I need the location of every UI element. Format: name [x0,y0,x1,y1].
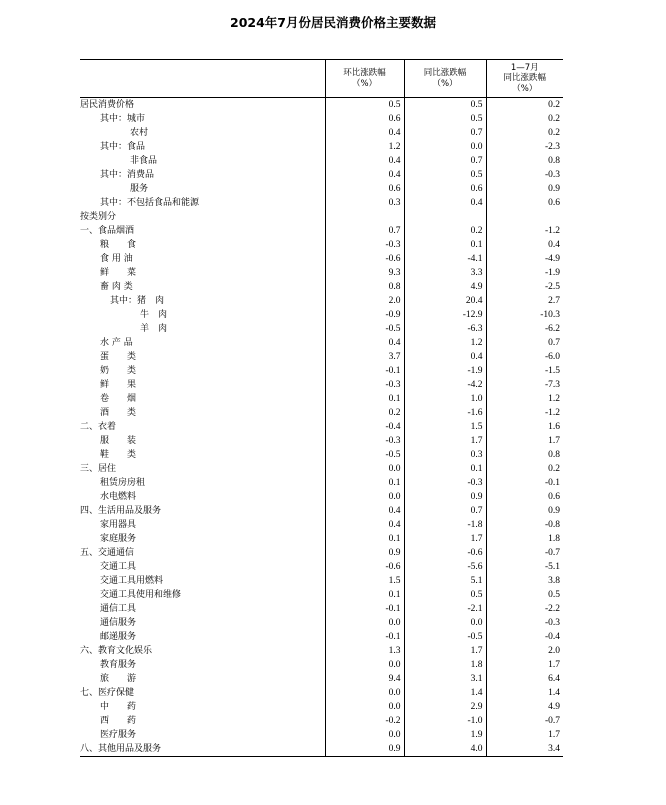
table-row [80,266,563,280]
table-row [80,364,563,378]
row-ytd-value: -6.2 [486,322,563,336]
header-ytd-line2: 同比涨跌幅 [503,73,546,84]
table-row [80,350,563,364]
row-mom-value: -0.9 [325,308,404,322]
table-row [80,532,563,546]
row-yoy-value: 0.7 [404,126,486,140]
table-row [80,560,563,574]
row-yoy-value: 0.6 [404,182,486,196]
page-title: 2024年7月份居民消费价格主要数据 [230,15,436,30]
row-ytd-value: -0.4 [486,630,563,644]
table-row [80,378,563,392]
row-mom-value: 9.3 [325,266,404,280]
row-label-text: 四、生活用品及服务 [80,506,162,516]
table-row [80,448,563,462]
row-label [80,420,325,434]
row-yoy-value [404,210,486,224]
row-ytd-value: -0.7 [486,546,563,560]
row-yoy-value: -6.3 [404,322,486,336]
row-mom-value: 0.8 [325,280,404,294]
row-label [80,672,325,686]
table-row [80,616,563,630]
row-label [80,448,325,462]
row-ytd-value: -0.8 [486,518,563,532]
row-yoy-value: 0.5 [404,98,486,113]
row-label-text: 其中：不包括食品和能源 [100,198,200,208]
row-mom-value: 0.4 [325,504,404,518]
row-ytd-value: -7.3 [486,378,563,392]
row-label [80,504,325,518]
table-row [80,238,563,252]
row-label-text: 家用器具 [100,520,137,530]
row-label-text: 中 药 [100,702,137,712]
row-yoy-value: 1.4 [404,686,486,700]
row-label [80,168,325,182]
header-yoy-change [404,60,486,98]
header-ytd-line1: 1—7月 [510,62,539,73]
row-label [80,350,325,364]
header-mom-line1: 环比涨跌幅 [343,68,386,78]
row-label [80,308,325,322]
row-ytd-value: 1.6 [486,420,563,434]
row-yoy-value: 3.3 [404,266,486,280]
table-row [80,546,563,560]
row-label-text: 其中：猪 肉 [110,296,165,306]
row-label-text: 鲜 果 [100,380,137,390]
table-row [80,294,563,308]
row-label [80,406,325,420]
row-label [80,238,325,252]
row-mom-value: 0.0 [325,728,404,742]
row-label [80,378,325,392]
table-row [80,728,563,742]
row-label-text: 三、居住 [80,464,117,474]
row-yoy-value: -1.6 [404,406,486,420]
row-mom-value: -0.5 [325,322,404,336]
row-label [80,392,325,406]
row-label-text: 八、其他用品及服务 [80,744,162,754]
row-yoy-value: 4.9 [404,280,486,294]
row-yoy-value: 5.1 [404,574,486,588]
row-label [80,112,325,126]
row-yoy-value: -1.0 [404,714,486,728]
row-label [80,560,325,574]
row-label [80,588,325,602]
row-label-text: 其中：消费品 [100,170,155,180]
table-row [80,196,563,210]
row-mom-value: 0.3 [325,196,404,210]
row-label-text: 水 产 品 [100,338,133,348]
table-row [80,504,563,518]
table-row [80,280,563,294]
row-ytd-value: -0.3 [486,616,563,630]
row-label-text: 教育服务 [100,660,137,670]
row-label [80,616,325,630]
row-yoy-value: 1.2 [404,336,486,350]
row-ytd-value: 0.9 [486,182,563,196]
row-ytd-value: 0.2 [486,462,563,476]
row-yoy-value: -1.8 [404,518,486,532]
table-row [80,98,563,113]
row-label-text: 二、衣着 [80,422,117,432]
row-label-text: 家庭服务 [100,534,137,544]
row-yoy-value: 0.7 [404,504,486,518]
table-row [80,630,563,644]
row-label [80,714,325,728]
row-label-text: 交通工具 [100,562,137,572]
table-row [80,644,563,658]
header-ytd-change [486,60,563,98]
cpi-data-table [80,59,563,757]
row-mom-value: 0.4 [325,336,404,350]
row-label-text: 蛋 类 [100,352,137,362]
row-ytd-value: 3.8 [486,574,563,588]
row-yoy-value: 20.4 [404,294,486,308]
row-label-text: 西 药 [100,716,137,726]
table-row [80,168,563,182]
row-mom-value: 0.6 [325,112,404,126]
row-mom-value: 0.4 [325,154,404,168]
row-mom-value: 0.4 [325,126,404,140]
row-label [80,98,325,113]
row-label [80,126,325,140]
table-row [80,602,563,616]
row-ytd-value: 0.6 [486,490,563,504]
table-row [80,224,563,238]
row-label [80,154,325,168]
table-row [80,210,563,224]
row-label-text: 七、医疗保健 [80,688,135,698]
header-ytd-line3: （%） [512,83,538,94]
table-row [80,742,563,757]
row-label-text: 鲜 菜 [100,268,137,278]
row-label-text: 交通工具用燃料 [100,576,164,586]
row-yoy-value: 0.3 [404,448,486,462]
table-row [80,518,563,532]
row-label-text: 旅 游 [100,674,137,684]
row-mom-value: -0.4 [325,420,404,434]
row-label-text: 奶 类 [100,366,137,376]
row-ytd-value: -10.3 [486,308,563,322]
row-ytd-value: 3.4 [486,742,563,757]
row-label-text: 六、教育文化娱乐 [80,646,153,656]
row-yoy-value: -0.6 [404,546,486,560]
row-label-text: 羊 肉 [140,324,168,334]
table-row [80,420,563,434]
row-label [80,210,325,224]
row-label-text: 一、食品烟酒 [80,226,135,236]
row-mom-value: 1.3 [325,644,404,658]
row-ytd-value: 6.4 [486,672,563,686]
row-mom-value: -0.6 [325,252,404,266]
row-ytd-value: 2.7 [486,294,563,308]
row-label-text: 其中：城市 [100,114,146,124]
table-row [80,392,563,406]
row-yoy-value: 1.7 [404,532,486,546]
row-mom-value: 9.4 [325,672,404,686]
row-label-text: 租赁房房租 [100,478,146,488]
header-mom-change [325,60,404,98]
row-label [80,602,325,616]
row-mom-value: 0.1 [325,588,404,602]
row-mom-value: 1.5 [325,574,404,588]
row-yoy-value: 1.7 [404,434,486,448]
row-mom-value: -0.3 [325,378,404,392]
row-label [80,574,325,588]
row-mom-value: 0.0 [325,700,404,714]
row-label [80,280,325,294]
row-yoy-value: 3.1 [404,672,486,686]
row-label [80,532,325,546]
row-yoy-value: 0.1 [404,462,486,476]
row-ytd-value: 1.7 [486,434,563,448]
row-mom-value: 0.5 [325,98,404,113]
row-label [80,700,325,714]
row-mom-value: 0.0 [325,462,404,476]
row-ytd-value: 1.8 [486,532,563,546]
row-label-text: 粮 食 [100,240,137,250]
row-label [80,490,325,504]
row-label [80,434,325,448]
row-mom-value: -0.1 [325,630,404,644]
row-yoy-value: -0.3 [404,476,486,490]
row-label [80,462,325,476]
table-row [80,322,563,336]
row-ytd-value: -6.0 [486,350,563,364]
row-ytd-value: 1.2 [486,392,563,406]
row-label [80,644,325,658]
row-mom-value: 1.2 [325,140,404,154]
row-label [80,224,325,238]
row-ytd-value: -1.2 [486,406,563,420]
table-row [80,574,563,588]
row-ytd-value: 0.2 [486,98,563,113]
row-mom-value: -0.3 [325,238,404,252]
row-mom-value: 0.6 [325,182,404,196]
row-yoy-value: 0.4 [404,350,486,364]
row-yoy-value: 0.4 [404,196,486,210]
row-yoy-value: -4.2 [404,378,486,392]
row-mom-value: 0.1 [325,532,404,546]
row-yoy-value: 0.9 [404,490,486,504]
row-mom-value: -0.2 [325,714,404,728]
row-mom-value: 0.2 [325,406,404,420]
row-ytd-value: -1.9 [486,266,563,280]
row-ytd-value: 1.7 [486,658,563,672]
row-label [80,266,325,280]
table-row [80,672,563,686]
row-ytd-value: 0.7 [486,336,563,350]
row-ytd-value: 0.6 [486,196,563,210]
row-ytd-value: -2.2 [486,602,563,616]
row-yoy-value: 0.5 [404,588,486,602]
row-label-text: 居民消费价格 [80,100,135,110]
row-ytd-value: 0.2 [486,112,563,126]
row-label-text: 鞋 类 [100,450,137,460]
row-label [80,546,325,560]
row-ytd-value: -5.1 [486,560,563,574]
row-ytd-value: -2.5 [486,280,563,294]
row-mom-value: 2.0 [325,294,404,308]
row-label-text: 食 用 油 [100,254,133,264]
row-mom-value: 0.4 [325,168,404,182]
row-label [80,140,325,154]
row-ytd-value: 0.5 [486,588,563,602]
table-row [80,588,563,602]
row-ytd-value: -4.9 [486,252,563,266]
table-row [80,700,563,714]
table-body [80,98,563,757]
table-row [80,490,563,504]
table-row [80,308,563,322]
row-yoy-value: 1.0 [404,392,486,406]
row-yoy-value: 1.7 [404,644,486,658]
table-row [80,434,563,448]
row-label [80,252,325,266]
row-yoy-value: 1.5 [404,420,486,434]
row-label [80,196,325,210]
table-row [80,714,563,728]
row-mom-value: 0.4 [325,518,404,532]
row-mom-value: -0.1 [325,364,404,378]
row-yoy-value: 0.0 [404,616,486,630]
row-ytd-value: 0.2 [486,126,563,140]
row-label-text: 牛 肉 [140,310,168,320]
row-label-text: 其中：食品 [100,142,146,152]
row-ytd-value: -1.2 [486,224,563,238]
row-label-text: 酒 类 [100,408,137,418]
row-ytd-value: 1.7 [486,728,563,742]
row-label-text: 畜 肉 类 [100,282,133,292]
table-row [80,182,563,196]
row-ytd-value [486,210,563,224]
table-row [80,476,563,490]
row-label [80,336,325,350]
row-label-text: 通信服务 [100,618,137,628]
row-yoy-value: 0.7 [404,154,486,168]
row-ytd-value: -0.7 [486,714,563,728]
row-mom-value: 3.7 [325,350,404,364]
row-mom-value: -0.6 [325,560,404,574]
table-row [80,126,563,140]
row-label-text: 医疗服务 [100,730,137,740]
row-label [80,658,325,672]
row-ytd-value: 4.9 [486,700,563,714]
row-yoy-value: 0.5 [404,168,486,182]
row-yoy-value: 0.1 [404,238,486,252]
row-label [80,182,325,196]
row-label [80,518,325,532]
row-label [80,364,325,378]
row-label [80,322,325,336]
row-ytd-value: 0.8 [486,154,563,168]
table-row [80,336,563,350]
row-label-text: 农村 [130,128,149,138]
row-label-text: 交通工具使用和维修 [100,590,182,600]
row-ytd-value: -0.3 [486,168,563,182]
header-yoy-line2: （%） [432,78,458,89]
row-mom-value [325,210,404,224]
header-mom-line2: （%） [351,78,378,89]
row-label-text: 通信工具 [100,604,137,614]
row-yoy-value: 2.9 [404,700,486,714]
row-yoy-value: 0.2 [404,224,486,238]
row-label-text: 水电燃料 [100,492,137,502]
row-yoy-value: -0.5 [404,630,486,644]
row-mom-value: 0.0 [325,490,404,504]
row-mom-value: 0.1 [325,392,404,406]
row-label [80,476,325,490]
table-header-row [80,60,563,98]
row-yoy-value: -5.6 [404,560,486,574]
row-yoy-value: 1.9 [404,728,486,742]
row-mom-value: -0.5 [325,448,404,462]
row-ytd-value: 0.8 [486,448,563,462]
row-label [80,742,325,757]
header-yoy-line1: 同比涨跌幅 [423,68,467,78]
table-row [80,112,563,126]
row-yoy-value: 0.5 [404,112,486,126]
row-label-text: 按类别分 [80,212,117,222]
row-ytd-value: -1.5 [486,364,563,378]
row-label-text: 邮递服务 [100,632,137,642]
row-label-text: 卷 烟 [100,394,137,404]
row-ytd-value: -0.1 [486,476,563,490]
row-mom-value: -0.3 [325,434,404,448]
row-mom-value: 0.0 [325,658,404,672]
table-row [80,252,563,266]
row-mom-value: 0.9 [325,742,404,757]
row-mom-value: 0.1 [325,476,404,490]
row-ytd-value: -2.3 [486,140,563,154]
row-ytd-value: 0.4 [486,238,563,252]
table-row [80,462,563,476]
row-mom-value: 0.0 [325,616,404,630]
row-label [80,630,325,644]
table-row [80,140,563,154]
row-label [80,294,325,308]
row-ytd-value: 2.0 [486,644,563,658]
table-row [80,406,563,420]
table-row [80,658,563,672]
row-mom-value: -0.1 [325,602,404,616]
row-label [80,686,325,700]
row-yoy-value: -4.1 [404,252,486,266]
row-yoy-value: -1.9 [404,364,486,378]
row-mom-value: 0.7 [325,224,404,238]
row-yoy-value: -2.1 [404,602,486,616]
row-ytd-value: 1.4 [486,686,563,700]
header-label-cell [80,60,325,98]
row-label-text: 五、交通通信 [80,548,135,558]
row-mom-value: 0.9 [325,546,404,560]
row-mom-value: 0.0 [325,686,404,700]
row-label-text: 非食品 [130,156,158,166]
row-yoy-value: 4.0 [404,742,486,757]
row-label-text: 服务 [130,184,149,194]
row-yoy-value: 0.0 [404,140,486,154]
row-yoy-value: 1.8 [404,658,486,672]
row-label [80,728,325,742]
row-ytd-value: 0.9 [486,504,563,518]
row-label-text: 服 装 [100,436,137,446]
table-row [80,154,563,168]
row-yoy-value: -12.9 [404,308,486,322]
table-row [80,686,563,700]
